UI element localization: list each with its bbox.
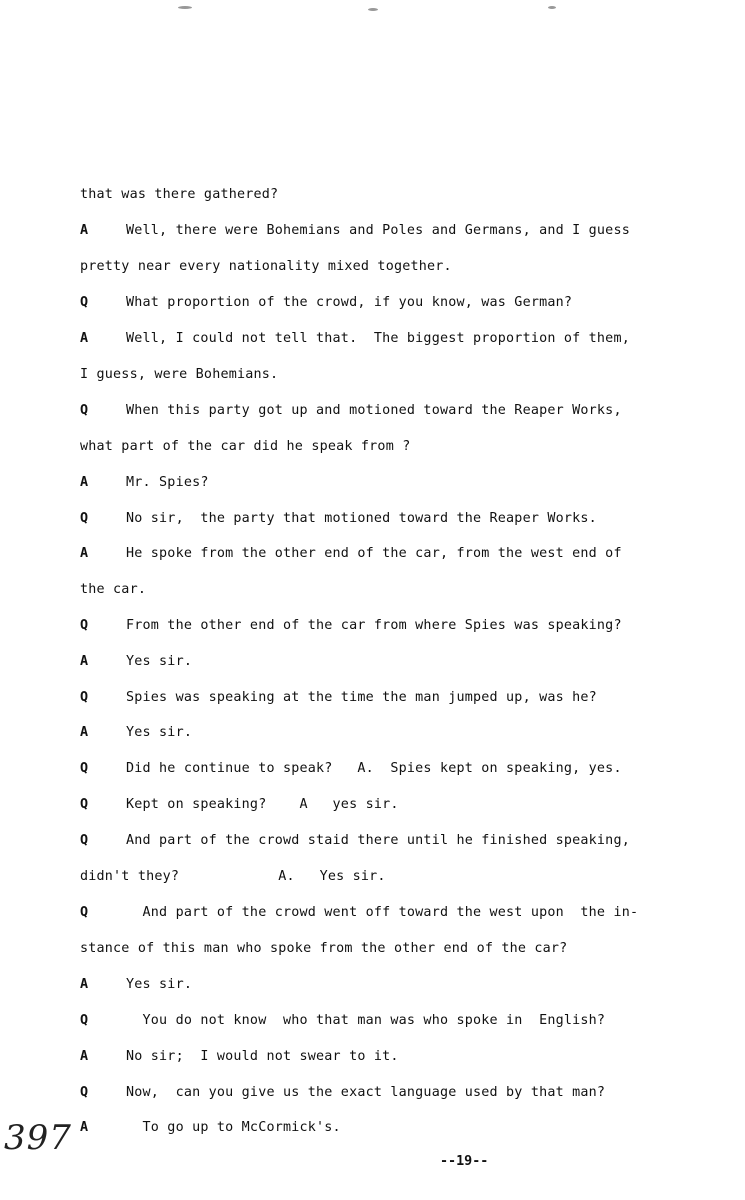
line-text: You do not know who that man was who spoke in English? — [126, 1013, 606, 1028]
line-text: He spoke from the other end of the car, from the west end of — [126, 546, 622, 561]
speaker-label: A — [80, 654, 89, 669]
speaker-label: A — [80, 223, 89, 238]
line-text: stance of this man who spoke from the other end of the car? — [80, 941, 568, 956]
line-text: Did he continue to speak? A. Spies kept on speaking, yes. — [126, 761, 622, 776]
transcript-line — [80, 581, 720, 599]
speaker-label: Q — [80, 797, 89, 812]
transcript-line — [80, 940, 720, 958]
scan-smudge — [368, 8, 378, 11]
speaker-label: A — [80, 1120, 89, 1135]
line-text: When this party got up and motioned toward the Reaper Works, — [126, 403, 622, 418]
scan-smudge — [548, 6, 556, 9]
line-text: Mr. Spies? — [126, 475, 209, 490]
line-text: that was there gathered? — [80, 187, 279, 202]
speaker-label: A — [80, 475, 89, 490]
line-text: what part of the car did he speak from ? — [80, 439, 411, 454]
speaker-label: Q — [80, 403, 89, 418]
line-text: the car. — [80, 582, 147, 597]
line-text: Yes sir. — [126, 725, 193, 740]
speaker-label: A — [80, 725, 89, 740]
transcript-line — [80, 832, 720, 850]
transcript-line — [80, 330, 720, 348]
line-text: And part of the crowd staid there until he finished speaking, — [126, 833, 630, 848]
speaker-label: Q — [80, 690, 89, 705]
line-text: No sir; I would not swear to it. — [126, 1049, 399, 1064]
transcript-line — [80, 186, 720, 204]
transcript-line — [80, 402, 720, 420]
speaker-label: Q — [80, 833, 89, 848]
line-text: Now, can you give us the exact language used by that man? — [126, 1085, 606, 1100]
speaker-label: Q — [80, 761, 89, 776]
transcript-line — [80, 545, 720, 563]
transcript-line — [80, 438, 720, 456]
handwritten-margin-note: 397 — [4, 1118, 72, 1158]
transcript-line — [80, 617, 720, 635]
line-text: Spies was speaking at the time the man jumped up, was he? — [126, 690, 597, 705]
transcript-line — [80, 724, 720, 742]
speaker-label: Q — [80, 295, 89, 310]
line-text: Yes sir. — [126, 654, 193, 669]
speaker-label: A — [80, 1049, 89, 1064]
line-text: didn't they? A. Yes sir. — [80, 869, 386, 884]
speaker-label: A — [80, 331, 89, 346]
transcript-line — [80, 868, 720, 886]
line-text: And part of the crowd went off toward the west upon the in- — [126, 905, 639, 920]
line-text: Well, there were Bohemians and Poles and Germans, and I guess — [126, 223, 630, 238]
speaker-label: Q — [80, 905, 89, 920]
transcript-line — [80, 258, 720, 276]
transcript-line — [80, 653, 720, 671]
transcript-line — [80, 689, 720, 707]
speaker-label: A — [80, 546, 89, 561]
transcript-line — [80, 1119, 720, 1137]
transcript-line — [80, 294, 720, 312]
transcript-line — [80, 1084, 720, 1102]
line-text: Well, I could not tell that. The biggest proportion of them, — [126, 331, 630, 346]
line-text: From the other end of the car from where Spies was speaking? — [126, 618, 622, 633]
transcript-line — [80, 474, 720, 492]
speaker-label: Q — [80, 1013, 89, 1028]
line-text: Kept on speaking? A yes sir. — [126, 797, 399, 812]
transcript-line — [80, 1048, 720, 1066]
speaker-label: Q — [80, 1085, 89, 1100]
transcript-line — [80, 904, 720, 922]
line-text: pretty near every nationality mixed together. — [80, 259, 452, 274]
transcript-line — [80, 222, 720, 240]
line-text: No sir, the party that motioned toward the Reaper Works. — [126, 511, 597, 526]
transcript-line — [80, 796, 720, 814]
speaker-label: Q — [80, 511, 89, 526]
scan-smudge — [178, 6, 192, 9]
speaker-label: Q — [80, 618, 89, 633]
transcript-line — [80, 366, 720, 384]
line-text: What proportion of the crowd, if you know, was German? — [126, 295, 573, 310]
transcript-line — [80, 976, 720, 994]
line-text: I guess, were Bohemians. — [80, 367, 279, 382]
transcript-line — [80, 510, 720, 528]
transcript-line — [80, 1012, 720, 1030]
page-number: --19-- — [440, 1154, 489, 1169]
transcript-line — [80, 760, 720, 778]
line-text: Yes sir. — [126, 977, 193, 992]
line-text: To go up to McCormick's. — [126, 1120, 341, 1135]
speaker-label: A — [80, 977, 89, 992]
